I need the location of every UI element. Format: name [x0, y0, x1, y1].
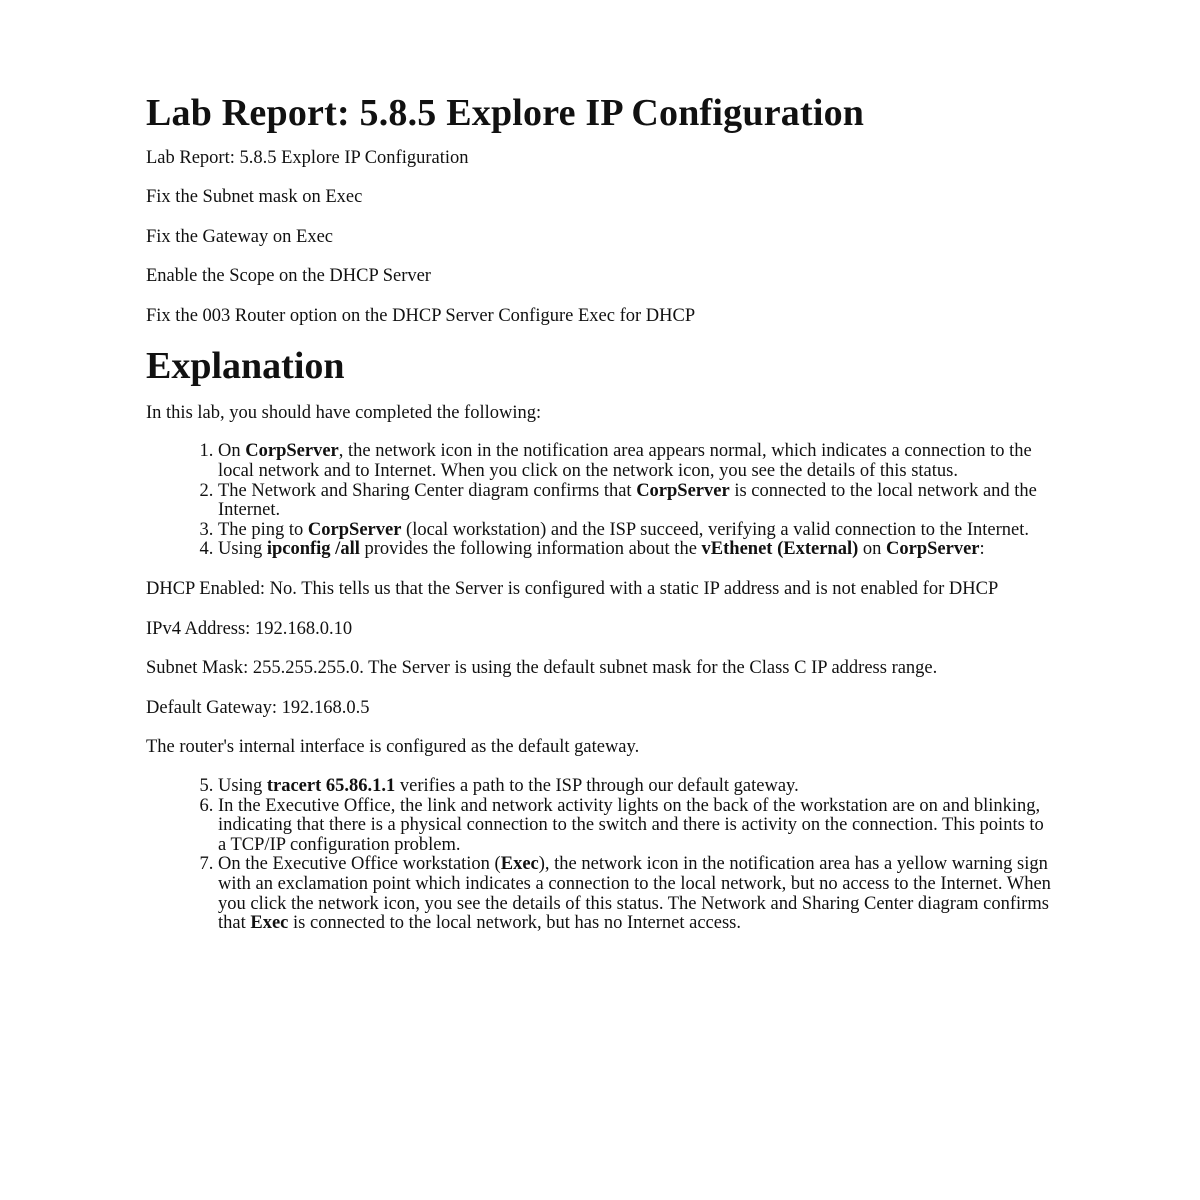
list-item: 2. The Network and Sharing Center diagram confirms that CorpServer is connected to the local network and the Internet. — [218, 482, 1056, 521]
explanation-heading: Explanation — [146, 345, 345, 388]
detail-line: IPv4 Address: 192.168.0.10 — [146, 618, 353, 639]
summary-line: Enable the Scope on the DHCP Server — [146, 266, 431, 287]
detail-line: Subnet Mask: 255.255.255.0. The Server is using the default subnet mask for the Class C IP address range. — [146, 658, 938, 679]
summary-line: Fix the Subnet mask on Exec — [146, 187, 363, 208]
summary-line: Fix the Gateway on Exec — [146, 226, 333, 247]
detail-line: Default Gateway: 192.168.0.5 — [146, 697, 370, 718]
detail-line: The router's internal interface is configured as the default gateway. — [146, 737, 640, 758]
list-item: 3. The ping to CorpServer (local workstation) and the ISP succeed, verifying a valid connection to the Internet. — [218, 521, 1056, 541]
detail-line: DHCP Enabled: No. This tells us that the Server is configured with a static IP address and is not enabled for DHCP — [146, 579, 999, 600]
list-item: 4. Using ipconfig /all provides the following information about the vEthenet (External) on CorpServer: — [218, 540, 1056, 560]
summary-line: Fix the 003 Router option on the DHCP Server Configure Exec for DHCP — [146, 305, 696, 326]
summary-line: Lab Report: 5.8.5 Explore IP Configuration — [146, 147, 469, 168]
list-item: 6. In the Executive Office, the link and network activity lights on the back of the workstation are on and blinking, indicating that there is a physical connection to the switch and there is activity on the connection. This points to a TCP/IP configuration problem. — [218, 797, 1056, 856]
list-item: 7. On the Executive Office workstation (Exec), the network icon in the notification area has a yellow warning sign with an exclamation point which indicates a connection to the local network, but no access to the Internet. When you click the network icon, you see the details of this status. The Network and Sharing Center diagram confirms that Exec is connected to the local network, but has no Internet access. — [218, 855, 1056, 933]
document-page — [146, 92, 1056, 953]
page-title: Lab Report: 5.8.5 Explore IP Configuration — [146, 92, 865, 134]
list-item: 1. On CorpServer, the network icon in the notification area appears normal, which indicates a connection to the local network and to Internet. When you click on the network icon, you see the details of this status. — [218, 442, 1056, 481]
list-item: 5. Using tracert 65.86.1.1 verifies a path to the ISP through our default gateway. — [218, 777, 1056, 797]
explanation-intro: In this lab, you should have completed the following: — [146, 402, 542, 423]
steps-list-continued — [146, 777, 1056, 934]
steps-list — [146, 442, 1056, 560]
